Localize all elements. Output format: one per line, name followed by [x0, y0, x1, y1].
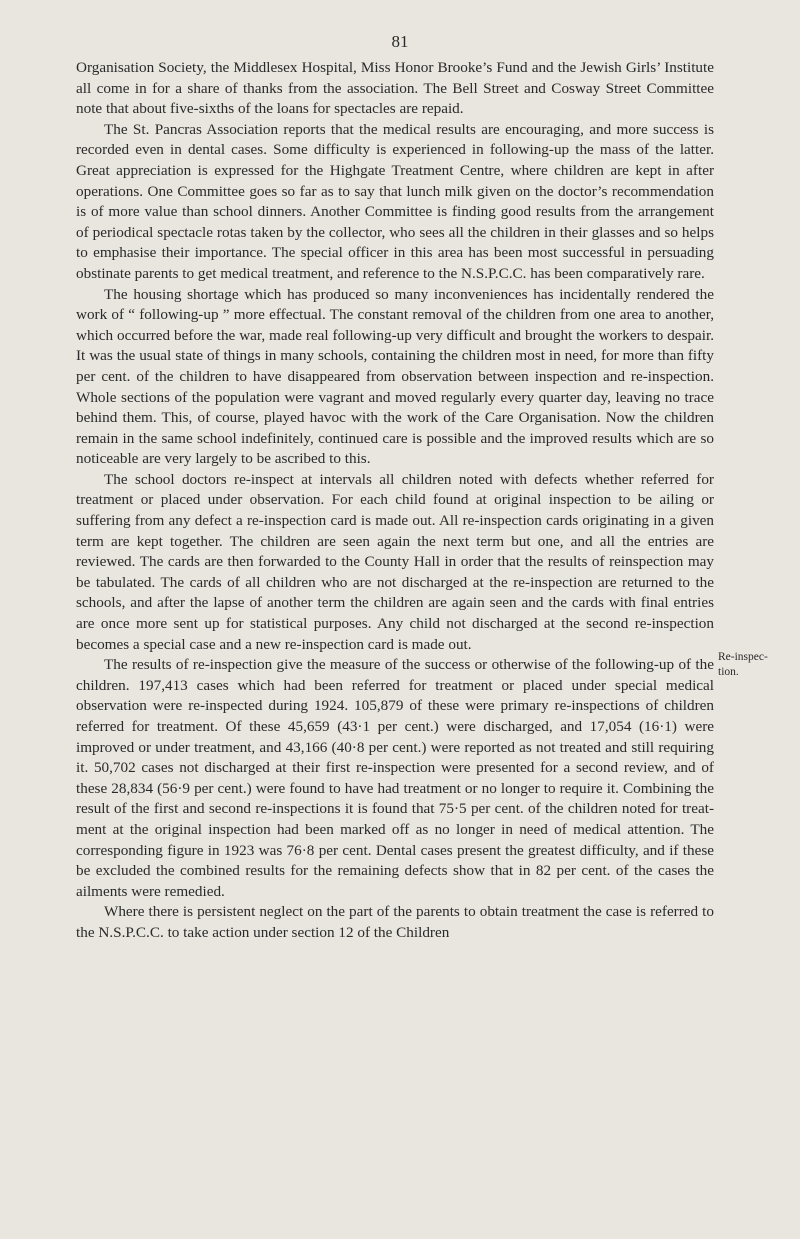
page-number: 81 [391, 32, 409, 51]
paragraph-5: The results of re-inspection give the measure of the success or otherwise of the following-up of the children. 197,413 cases which had been referred for treatment or placed under special medical observation were re-inspected during 1924. 105,879 of these were primary re-inspections of children referred for treatment. Of these 45,659 (43·1 per cent.) were discharged, and 17,054 (16·1) were improved or under treatment, and 43,166 (40·8 per cent.) were reported as not treated and still requiring it. 50,702 cases not discharged at their first re-inspection were presented for a second review, and of these 28,834 (56·9 per cent.) were found to have had treatment or no longer to require it. Combining the result of the first and second re-inspections it is found that 75·5 per cent. of the children noted for treatment at the original inspection had been marked off as no longer in need of medical attention. The corresponding figure in 1923 was 76·8 per cent. Dental cases present the greatest difficulty, and if these be excluded the combined results for the remaining defects show that in 82 per cent. of the cases the ailments were remedied. [76, 656, 714, 900]
paragraph-2: The St. Pancras Association reports that the medical results are encouraging, and more success is recorded even in dental cases. Some difficulty is experienced in following-up the mass of the latter. Great appreciation is expressed for the Highgate Treatment Centre, where children are kept in after operations. One Committee goes so far as to say that lunch milk given on the doctor’s recommendation is of more value than school dinners. Another Committee is finding good results from the arrangement of periodical spectacle rotas taken by the collector, who sees all the children in their glasses and so helps to emphasise their importance. The special officer in this area has been most successful in persuading obstinate parents to get medical treatment, and reference to the N.S.P.C.C. has been comparatively rare. [76, 120, 714, 282]
paragraph-1: Organisation Society, the Middlesex Hospital, Miss Honor Brooke’s Fund and the Jewish Girls’ Institute all come in for a share of thanks from the association. The Bell Street and Cosway Street Committee note that about five-sixths of the loans for spectacles are repaid. [76, 59, 714, 118]
margin-note: Re-inspec- tion. [718, 651, 768, 678]
body-text [76, 58, 714, 944]
paragraph-3: The housing shortage which has produced so many inconveniences has incidentally rendered the work of “ following-up ” more effectual. The constant removal of the children from one area to another, which occurred before the war, made real following-up very difficult and brought the workers to despair. It was the usual state of things in many schools, containing the children most in need, for more than fifty per cent. of the children to have disappeared from observation between inspection and re-inspection. Whole sections of the population were vagrant and moved regularly every quarter day, leaving no trace behind them. This, of course, played havoc with the work of the Care Organisation. Now the children remain in the same school indefinitely, continued care is possible and the improved results which are so noticeable are very largely to be ascribed to this. [76, 285, 714, 468]
paragraph-4: The school doctors re-inspect at intervals all children noted with defects whether referred for treatment or placed under observation. For each child found at original inspection to be ailing or suffering from any defect a re-inspection card is made out. All re-inspection cards originating in a given term are kept together. The children are seen again the next term but one, and all the entries are reviewed. The cards are then forwarded to the County Hall in order that the results of reinspection may be tabulated. The cards of all children who are not discharged at the re-inspection are returned to the schools, and after the lapse of another term the children are again seen and the cards with final entries are once more sent up for statistical purposes. Any child not discharged at the second re-inspection becomes a special case and a new re-inspection card is made out. [76, 470, 714, 653]
paragraph-6: Where there is persistent neglect on the part of the parents to obtain treatment the case is referred to the N.S.P.C.C. to take action under section 12 of the Children [76, 903, 714, 941]
